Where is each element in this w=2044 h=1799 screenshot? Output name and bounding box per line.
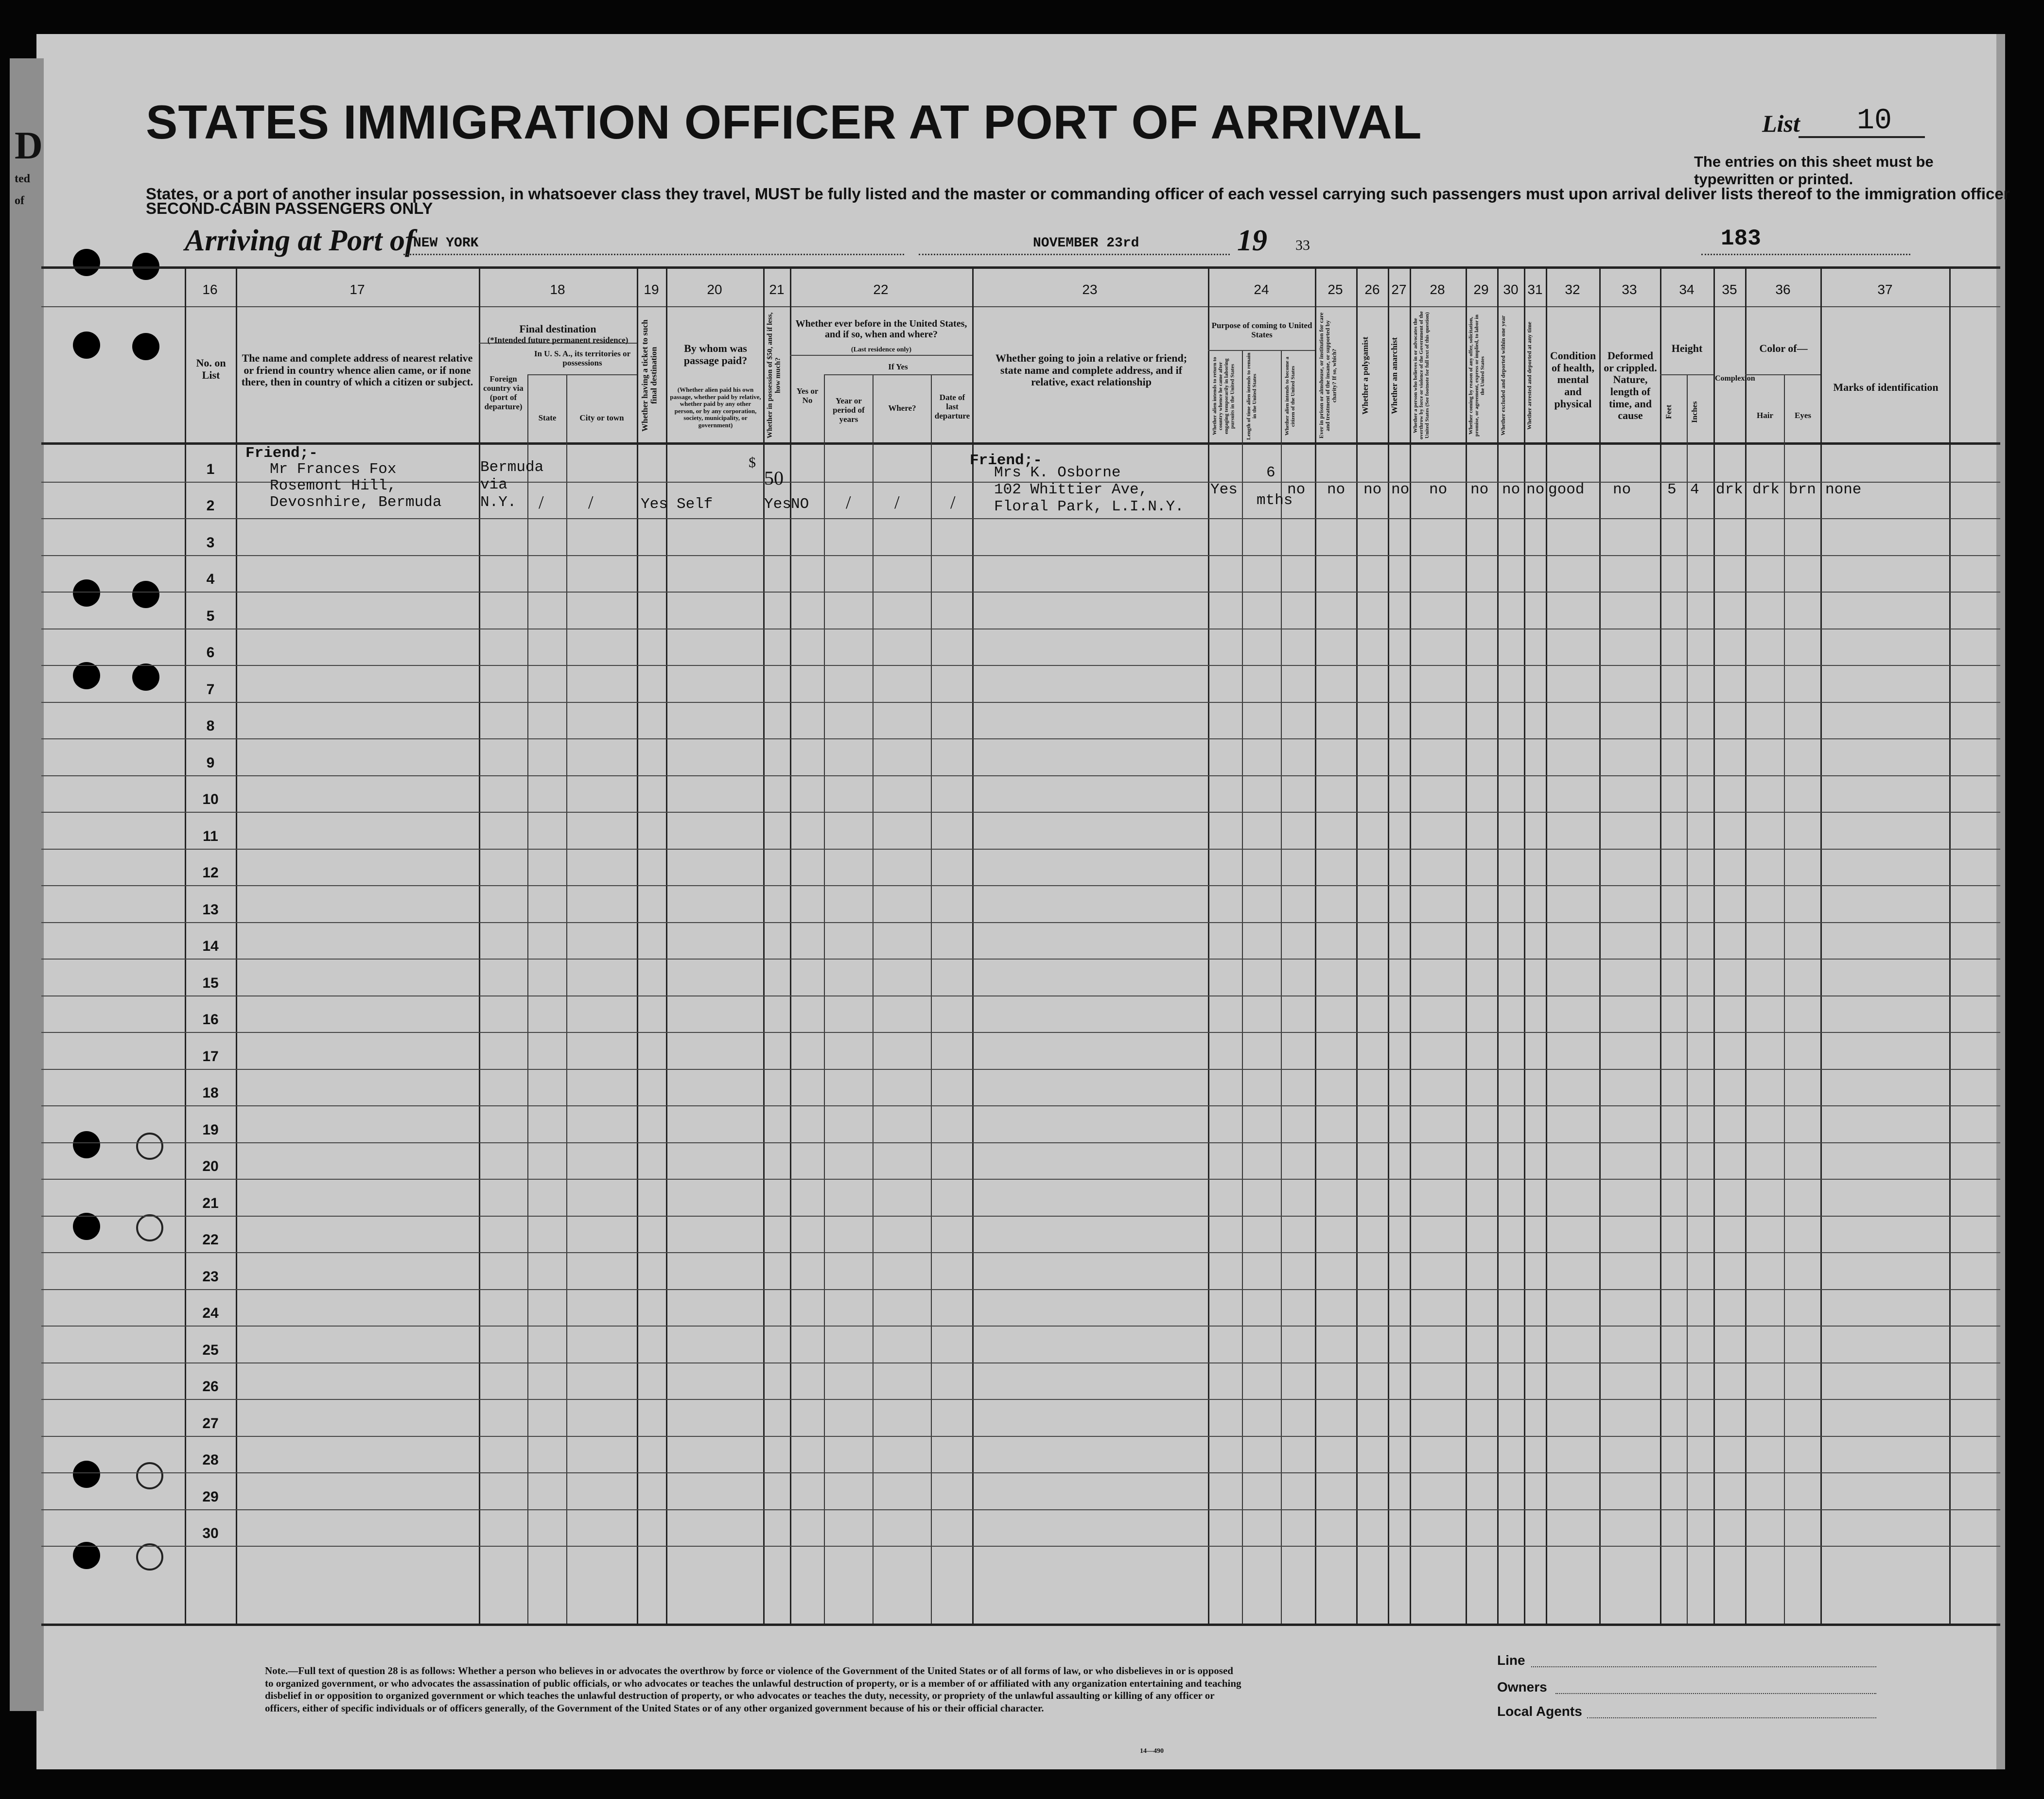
marks-value: none [1825, 481, 1862, 498]
header-final-destination-note: (*Intended future permanent residence) [487, 335, 629, 345]
arriving-label: Arriving at Port of [185, 224, 415, 257]
serial-number: 183 [1721, 226, 1761, 251]
length-stay-line: mths [1257, 492, 1293, 509]
header-subrule [1208, 350, 1315, 351]
header-prison: Ever in prison or almshouse, or institution for care and treatment of the insane, or supported by charity? If so, which? [1318, 312, 1338, 439]
list-number-underline [1799, 136, 1925, 138]
row-number: 6 [206, 645, 215, 661]
header-joining-relative: Whether going to join a relative or friend; state name and complete address, and if relative, exact relationship [995, 352, 1188, 388]
row-rule [41, 1289, 2000, 1290]
row-rule [41, 1326, 2000, 1327]
binder-hole-icon [132, 581, 159, 608]
q29-value: no [1470, 481, 1489, 498]
header-in-usa: In U. S. A., its territories or possessions [534, 349, 631, 368]
header-rule-top [41, 266, 2000, 269]
column-divider [185, 266, 186, 1624]
header-deformed: Deformed or crippled. Nature, length of time, and cause [1604, 349, 1657, 422]
row-rule [41, 1105, 2000, 1106]
header-year-period: Year or period of years [833, 396, 865, 424]
column-divider [972, 266, 974, 1624]
header-inches: Inches [1691, 401, 1699, 423]
row-number: 7 [206, 681, 215, 698]
feet-value: 5 [1667, 481, 1677, 498]
header-purpose: Purpose of coming to United States [1211, 321, 1312, 340]
row-rule [41, 738, 2000, 739]
row-rule [41, 775, 2000, 776]
row-number: 20 [202, 1158, 219, 1174]
column-number: 34 [1679, 282, 1695, 297]
header-purpose-length: Length of time alien intends to remain in the United States [1246, 352, 1258, 440]
date-field: NOVEMBER 23rd [1033, 236, 1139, 251]
row-rule [41, 665, 2000, 666]
header-eyes: Eyes [1795, 411, 1811, 420]
ticket-value: Yes [641, 496, 668, 513]
header-q29: Whether coming by reason of any offer, solicitation, promise, or agreement, express or implied, to labor in the United States [1468, 314, 1486, 437]
column-divider [1546, 266, 1547, 1624]
column-divider [1820, 266, 1822, 1624]
hair-value: drk [1752, 481, 1780, 498]
header-relative-address: The name and complete address of nearest relative or friend in country whence alien came, or if none there, then in country of which a citizen or subject. [241, 352, 473, 388]
column-divider [1713, 266, 1715, 1624]
row-number: 12 [202, 865, 219, 881]
column-number: 31 [1527, 282, 1543, 297]
row-rule [41, 922, 2000, 923]
health-value: good [1548, 481, 1585, 498]
money-yes: Yes [764, 496, 791, 513]
header-no-on-list: No. on List [196, 357, 226, 381]
owners-label: Owners [1497, 1679, 1547, 1694]
header-rule-bottom [41, 442, 2000, 445]
row-number: 4 [206, 571, 215, 587]
header-passage-paid-note: (Whether alien paid his own passage, whether paid by relative, whether paid by any other person, or by any corporation, society, municipality, or government) [670, 386, 761, 429]
column-divider [1208, 266, 1209, 1624]
length-stay-line: 6 [1266, 464, 1275, 481]
column-divider [790, 266, 791, 1624]
row-number: 13 [202, 901, 219, 918]
row-number: 25 [202, 1342, 219, 1358]
row-rule [41, 959, 2000, 960]
column-number: 20 [707, 282, 722, 297]
q31-value: no [1526, 481, 1545, 498]
left-edge-fragment: ted [15, 173, 30, 185]
column-number: 28 [1430, 282, 1445, 297]
year-suffix: 33 [1295, 237, 1310, 253]
row-rule [41, 555, 2000, 556]
binder-hole-icon [73, 1131, 100, 1158]
row-rule [41, 1546, 2000, 1547]
column-divider [1281, 350, 1282, 1624]
prison-value: no [1327, 481, 1345, 498]
state-value: / [539, 492, 544, 513]
header-subrule [1745, 374, 1820, 375]
column-number: 24 [1254, 282, 1269, 297]
header-city: City or town [579, 413, 624, 422]
column-number: 23 [1082, 282, 1098, 297]
column-divider [1315, 266, 1316, 1624]
row-number: 15 [202, 975, 219, 991]
line-label: Line [1497, 1653, 1525, 1668]
header-money: Whether in possession of $50, and if less, how much? [766, 312, 782, 439]
q30-value: no [1502, 481, 1520, 498]
joining-line: Friend;- [970, 452, 1042, 469]
row-number: 8 [206, 718, 215, 734]
owners-field [1555, 1693, 1876, 1694]
serial-underline [1701, 254, 1910, 255]
joining-line: Mrs K. Osborne [994, 464, 1121, 481]
binder-hole-icon [73, 249, 100, 276]
foreign-country-line: Bermuda [480, 459, 544, 476]
column-divider [637, 266, 638, 1624]
table-rule-bottom [41, 1624, 2000, 1626]
row-number: 17 [202, 1048, 219, 1065]
column-number: 27 [1391, 282, 1407, 297]
header-polygamist: Whether a polygamist [1361, 336, 1370, 415]
page-title: STATES IMMIGRATION OFFICER AT PORT OF ARRIVAL [146, 95, 1422, 149]
row-rule [41, 1399, 2000, 1400]
row-number: 18 [202, 1085, 219, 1101]
row-number: 11 [203, 828, 218, 844]
column-divider [1410, 266, 1411, 1624]
ever-before-value: NO [791, 496, 809, 513]
header-if-yes: If Yes [888, 362, 908, 371]
foreign-country-line: N.Y. [480, 494, 517, 511]
purpose-return-value: Yes [1210, 481, 1238, 498]
cabin-class-label: SECOND-CABIN PASSENGERS ONLY [146, 199, 433, 217]
port-underline [403, 254, 904, 255]
column-number: 30 [1503, 282, 1519, 297]
header-subrule [527, 374, 637, 375]
left-edge-fragment: of [15, 194, 24, 207]
relative-line: Rosemont Hill, [270, 477, 397, 494]
local-agents-field [1587, 1717, 1876, 1718]
column-number: 17 [349, 282, 365, 297]
header-final-destination: Final destination [519, 323, 596, 335]
binder-hole-icon [73, 579, 100, 607]
column-number: 18 [550, 282, 565, 297]
row-rule [41, 1216, 2000, 1217]
row-number: 22 [202, 1232, 219, 1248]
header-ever-before: Whether ever before in the United States, and if so, when and where? [795, 318, 967, 340]
header-foreign-country: Foreign country via (port of departure) [483, 374, 524, 412]
column-number: 35 [1722, 282, 1737, 297]
header-health: Condition of health, mental and physical [1550, 349, 1596, 410]
header-q30: Whether excluded and deported within one year [1500, 315, 1506, 436]
list-number: 10 [1857, 105, 1892, 138]
row-number: 9 [206, 754, 215, 771]
foreign-country-line: via [480, 476, 507, 493]
column-number: 16 [202, 282, 218, 297]
polygamist-value: no [1363, 481, 1382, 498]
column-divider [1242, 350, 1243, 1624]
column-number: 25 [1328, 282, 1343, 297]
binder-hole-icon [132, 664, 159, 691]
inches-value: 4 [1690, 481, 1699, 498]
column-number: 26 [1364, 282, 1380, 297]
column-number: 21 [769, 282, 785, 297]
money-dollar: $ [749, 454, 756, 471]
row-number: 26 [202, 1379, 219, 1395]
date-underline [919, 254, 1230, 255]
relative-line: Friend;- [245, 445, 318, 462]
binder-hole-icon [136, 1133, 163, 1160]
header-height: Height [1671, 342, 1703, 354]
column-divider [1745, 266, 1747, 1624]
column-divider [1524, 266, 1525, 1624]
column-number: 36 [1775, 282, 1791, 297]
column-number: 19 [644, 282, 659, 297]
header-last-residence: (Last residence only) [851, 346, 912, 353]
row-rule [41, 885, 2000, 886]
row-rule [41, 1509, 2000, 1510]
list-label: List [1762, 110, 1800, 137]
column-number: 29 [1473, 282, 1489, 297]
header-anarchist: Whether an anarchist [1390, 337, 1399, 414]
row-rule [41, 1436, 2000, 1437]
binder-hole-icon [73, 1461, 100, 1488]
form-code: 14—490 [1140, 1747, 1164, 1755]
column-divider [1949, 266, 1951, 1624]
row-number: 19 [202, 1121, 219, 1138]
row-rule [41, 1032, 2000, 1033]
header-state: State [538, 413, 557, 422]
row-number: 30 [202, 1525, 219, 1541]
column-number: 33 [1622, 282, 1637, 297]
where-value: / [894, 492, 900, 513]
binder-hole-icon [136, 1462, 163, 1489]
left-page-edge [10, 58, 44, 1711]
row-rule [41, 849, 2000, 850]
row-rule [41, 812, 2000, 813]
row-number: 16 [202, 1012, 219, 1028]
header-feet: Feet [1665, 404, 1673, 419]
become-citizen-value: no [1287, 481, 1306, 498]
entries-note: The entries on this sheet must be typewritten or printed. [1694, 153, 1934, 188]
left-edge-fragment: D [15, 124, 43, 167]
instructions-text: States, or a port of another insular possession, in whatsoever class they travel, MUST be fully listed and the master or commanding officer of each vessel carrying such passengers must upon arrival deliver lists thereof to the immigration officer [146, 185, 2010, 203]
row-rule [41, 1142, 2000, 1143]
header-passage-paid: By whom was passage paid? [683, 342, 748, 367]
row-rule [41, 1362, 2000, 1363]
column-divider [1599, 266, 1601, 1624]
binder-hole-icon [73, 662, 100, 689]
row-number: 3 [206, 534, 215, 551]
date-last-departure-value: / [950, 492, 956, 513]
column-number: 22 [873, 282, 889, 297]
q28-value: no [1429, 481, 1448, 498]
header-yes-no: Yes or No [796, 386, 819, 405]
row-rule [41, 1252, 2000, 1253]
question-28-footnote: Note.—Full text of question 28 is as follows: Whether a person who believes in or advocates the overthrow by force or violence of the Government of the United States or of all forms of law, or who disbelieves in or is opposed to organized government, or who advocates the assassination of public officials, or who advocates or teaches the unlawful destruction of property, or is a member of or affiliated with any organization entertaining and teaching disbelief in or opposition to organized government or which teaches the unlawful destruction of property, or who advocates or teaches the duty, necessity, or propriety of the unlawful assaulting or killing of any officer or officers, either of specific individuals or of officers generally, of the Government of the United States or of any other organized government because of his or their official character. [265, 1665, 1241, 1714]
binder-hole-icon [136, 1543, 163, 1571]
header-marks: Marks of identification [1833, 381, 1939, 393]
column-divider [1388, 266, 1389, 1624]
column-divider [1660, 266, 1661, 1624]
relative-line: Mr Frances Fox [270, 461, 397, 478]
row-number: 24 [202, 1305, 219, 1321]
header-ticket: Whether having a ticket to such final destination [640, 319, 659, 432]
row-number: 10 [202, 791, 219, 807]
row-number: 1 [206, 461, 215, 477]
joining-line: Floral Park, L.I.N.Y. [994, 498, 1184, 515]
column-divider [666, 266, 667, 1624]
local-agents-label: Local Agents [1497, 1704, 1582, 1719]
binder-hole-icon [73, 1213, 100, 1240]
header-q28: Whether a person who believes in or advocates the overthrow by force or violence of the Government of the United States (See footnote for full text of this question) [1413, 311, 1431, 440]
binder-hole-icon [136, 1214, 163, 1241]
year-period-value: / [846, 492, 851, 513]
joining-line: 102 Whittier Ave, [994, 481, 1148, 498]
row-rule [41, 1472, 2000, 1473]
eyes-value: brn [1789, 481, 1816, 498]
row-rule [41, 1179, 2000, 1180]
column-divider [1497, 266, 1499, 1624]
row-rule [41, 1069, 2000, 1070]
money-amount: 50 [764, 467, 784, 489]
header-where: Where? [888, 403, 916, 413]
binder-hole-icon [132, 333, 159, 360]
column-divider [236, 266, 237, 1624]
complexion-value: drk [1716, 481, 1743, 498]
column-divider [1466, 266, 1467, 1624]
port-field: NEW YORK [413, 236, 479, 251]
row-number: 21 [202, 1195, 219, 1211]
deformed-value: no [1613, 481, 1631, 498]
year-prefix: 19 [1237, 224, 1267, 257]
column-number: 37 [1877, 282, 1893, 297]
row-rule [41, 518, 2000, 519]
relative-line: Devosnhire, Bermuda [270, 494, 442, 511]
header-subrule [824, 374, 972, 375]
row-rule [41, 702, 2000, 703]
binder-hole-icon [73, 332, 100, 359]
header-color-of: Color of— [1759, 342, 1808, 354]
line-field [1531, 1666, 1876, 1667]
anarchist-value: no [1391, 481, 1410, 498]
column-number: 32 [1565, 282, 1580, 297]
header-purpose-return: Whether alien intends to return to country whence he came after engaging temporarily in laboring pursuits in the United States [1212, 357, 1236, 436]
row-rule [41, 592, 2000, 593]
row-number: 2 [206, 498, 215, 514]
row-number: 5 [206, 608, 215, 624]
row-number: 28 [202, 1452, 219, 1468]
header-subrule [1660, 374, 1713, 375]
header-q31: Whether arrested and deported at any time [1526, 321, 1533, 430]
header-complexion: Complexion [1715, 374, 1755, 383]
header-subrule [790, 355, 972, 356]
header-rule-numbers [41, 306, 2000, 307]
row-number: 29 [202, 1488, 219, 1505]
row-number: 14 [202, 938, 219, 954]
city-value: / [588, 492, 594, 513]
passage-paid-value: Self [677, 496, 713, 513]
row-number: 23 [202, 1268, 219, 1285]
column-divider [1356, 266, 1358, 1624]
header-hair: Hair [1757, 411, 1773, 420]
header-purpose-citizen: Whether alien intends to become a citizen of the United States [1284, 356, 1296, 436]
row-number: 27 [202, 1415, 219, 1432]
header-date-last-departure: Date of last departure [934, 393, 970, 421]
